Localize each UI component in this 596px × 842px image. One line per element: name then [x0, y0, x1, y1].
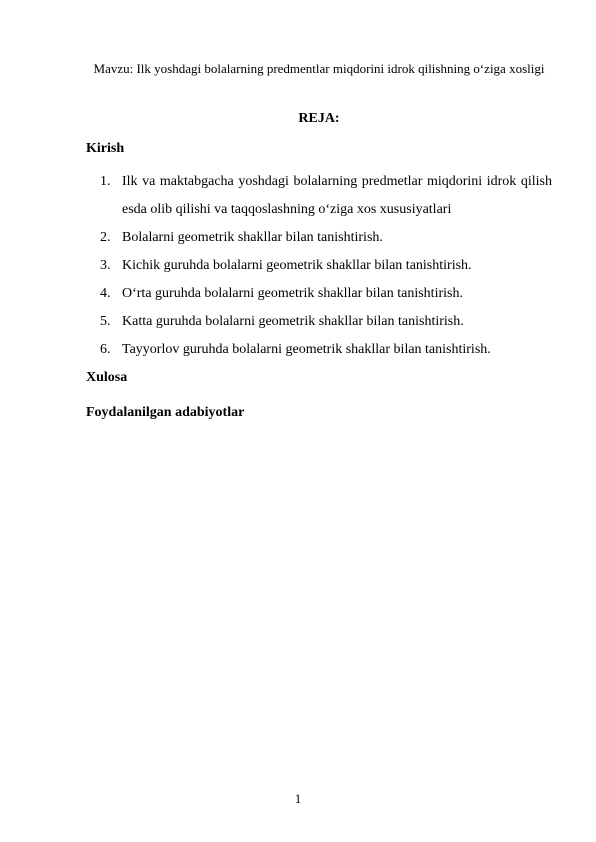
plan-list: [100, 168, 552, 364]
plan-item: [100, 308, 552, 336]
plan-item-number: 6.: [100, 342, 111, 357]
plan-item: [100, 168, 552, 224]
plan-item-text: Kichik guruhda bolalarni geometrik shakllar bilan tanishtirish.: [122, 258, 472, 273]
plan-item-number: 2.: [100, 230, 111, 245]
plan-item-text: Katta guruhda bolalarni geometrik shakllar bilan tanishtirish.: [122, 314, 464, 329]
plan-item-number: 5.: [100, 314, 111, 329]
plan-item-number: 3.: [100, 258, 111, 273]
intro-heading: Kirish: [86, 141, 125, 156]
plan-item: [100, 336, 552, 364]
page-number: 1: [294, 791, 302, 806]
plan-item: [100, 224, 552, 252]
plan-item-text: Tayyorlov guruhda bolalarni geometrik shakllar bilan tanishtirish.: [122, 342, 491, 357]
references-heading: Foydalanilgan adabiyotlar: [86, 405, 245, 420]
conclusion-heading: Xulosa: [86, 370, 128, 385]
document-topic: Mavzu: Ilk yoshdagi bolalarning predmentlar miqdorini idrok qilishning o‘ziga xosligi: [93, 61, 545, 76]
plan-item: [100, 252, 552, 280]
plan-item-text: Ilk va maktabgacha yoshdagi bolalarning predmetlar miqdorini idrok qilish esda olib qilishi va taqqoslashning o‘ziga xos xususiyatlari: [122, 174, 552, 217]
plan-item-text: Bolalarni geometrik shakllar bilan tanishtirish.: [122, 230, 383, 245]
plan-item-number: 4.: [100, 286, 111, 301]
plan-item: [100, 280, 552, 308]
plan-heading: REJA:: [298, 111, 340, 126]
plan-item-number: 1.: [100, 174, 111, 189]
plan-item-text: O‘rta guruhda bolalarni geometrik shakllar bilan tanishtirish.: [122, 286, 463, 301]
